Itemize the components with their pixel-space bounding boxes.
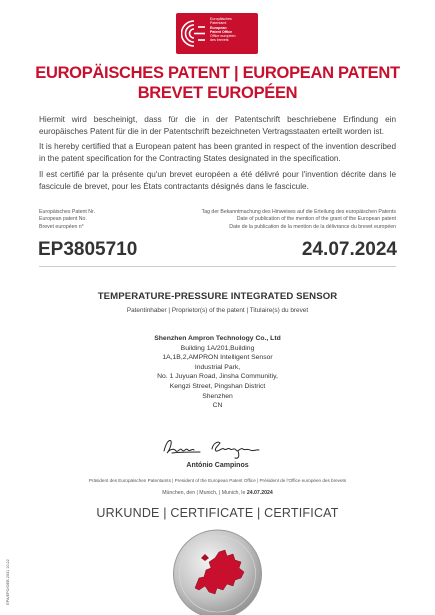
grant-date-label-en: Date of publication of the mention of the grant of the European patent	[236, 216, 396, 223]
address-line: 1A,1B,2,AMPRON Intelligent Sensor	[162, 354, 273, 362]
patent-number: EP3805710	[38, 239, 138, 260]
grant-date-label-de: Tag der Bekanntmachung des Hinweises auf die Erteilung des europäischen Patents	[201, 209, 396, 215]
divider	[39, 266, 396, 267]
patent-number-label-de: Europäisches Patent Nr.	[39, 209, 95, 215]
certification-text-en: It is hereby certified that a European patent has been granted in respect of the invention described in the patent specification for the Contracting States designated in the specification.	[39, 142, 396, 163]
document-code-text: EPA/EPO/OEB 2031 10.22	[6, 559, 10, 605]
signing-date: 24.07.2024	[246, 490, 273, 496]
document-title-line1: EUROPÄISCHES PATENT | EUROPEAN PATENT	[35, 64, 400, 82]
document-title-line2: BREVET EUROPÉEN	[137, 84, 298, 102]
patent-number-labels	[39, 209, 95, 231]
document-code	[2, 560, 12, 610]
grant-date-label-fr: Date de la publication de la mention de la délivrance du brevet européen	[229, 223, 396, 230]
address-line: No. 1 Juyuan Road, Jinsha Communitiy,	[157, 373, 278, 381]
signer-name: António Campinos	[186, 462, 249, 469]
grant-date: 24.07.2024	[301, 239, 397, 260]
patent-number-label-fr: Brevet européen n°	[39, 223, 84, 230]
certification-text-de: Hiermit wird bescheinigt, dass für die in der Patentschrift beschriebene Erfindung ein europäisches Patent für die in der Patentschrift bezeichneten Vertragsstaaten erteilt worden ist.	[39, 115, 396, 136]
certification-text-fr: Il est certifié par la présente qu'un brevet européen a été délivré pour l'invention décrite dans le fascicule de brevet, pour les États contractants désignés dans le fascicule.	[39, 170, 396, 191]
signing-place: München, den | Munich, | Munich, le	[162, 490, 246, 496]
epo-logo-icon	[181, 19, 207, 48]
signing-place-date	[0, 490, 435, 496]
address-line: Kengzi Street, Pingshan District	[169, 382, 266, 390]
grant-date-labels	[202, 209, 396, 231]
proprietor-name: Shenzhen Ampron Technology Co., Ltd	[154, 335, 281, 342]
address-line: Shenzhen	[202, 392, 233, 400]
signer-role: Präsident des Europäischen Patentamts | President of the European Patent Office | Président de l'Office européen des brevets	[88, 478, 347, 483]
invention-title: TEMPERATURE-PRESSURE INTEGRATED SENSOR	[97, 291, 338, 302]
address-line: CN	[212, 402, 223, 410]
address-line: Building 1A/201,Building	[180, 344, 255, 352]
logo-text: Europäisches Patentamt European Patent Office Office européen des brevets	[210, 17, 236, 43]
epo-logo	[176, 13, 258, 54]
address-line: Industrial Park,	[194, 363, 241, 371]
patent-number-label-en: European patent No.	[39, 216, 87, 223]
europe-map-seal-icon	[171, 528, 264, 615]
proprietor-block	[0, 334, 435, 411]
handwritten-signature	[160, 435, 275, 461]
proprietor-label: Patentinhaber | Proprietor(s) of the patent | Titulaire(s) du brevet	[126, 307, 309, 314]
certificate-title: URKUNDE | CERTIFICATE | CERTIFICAT	[96, 506, 339, 520]
